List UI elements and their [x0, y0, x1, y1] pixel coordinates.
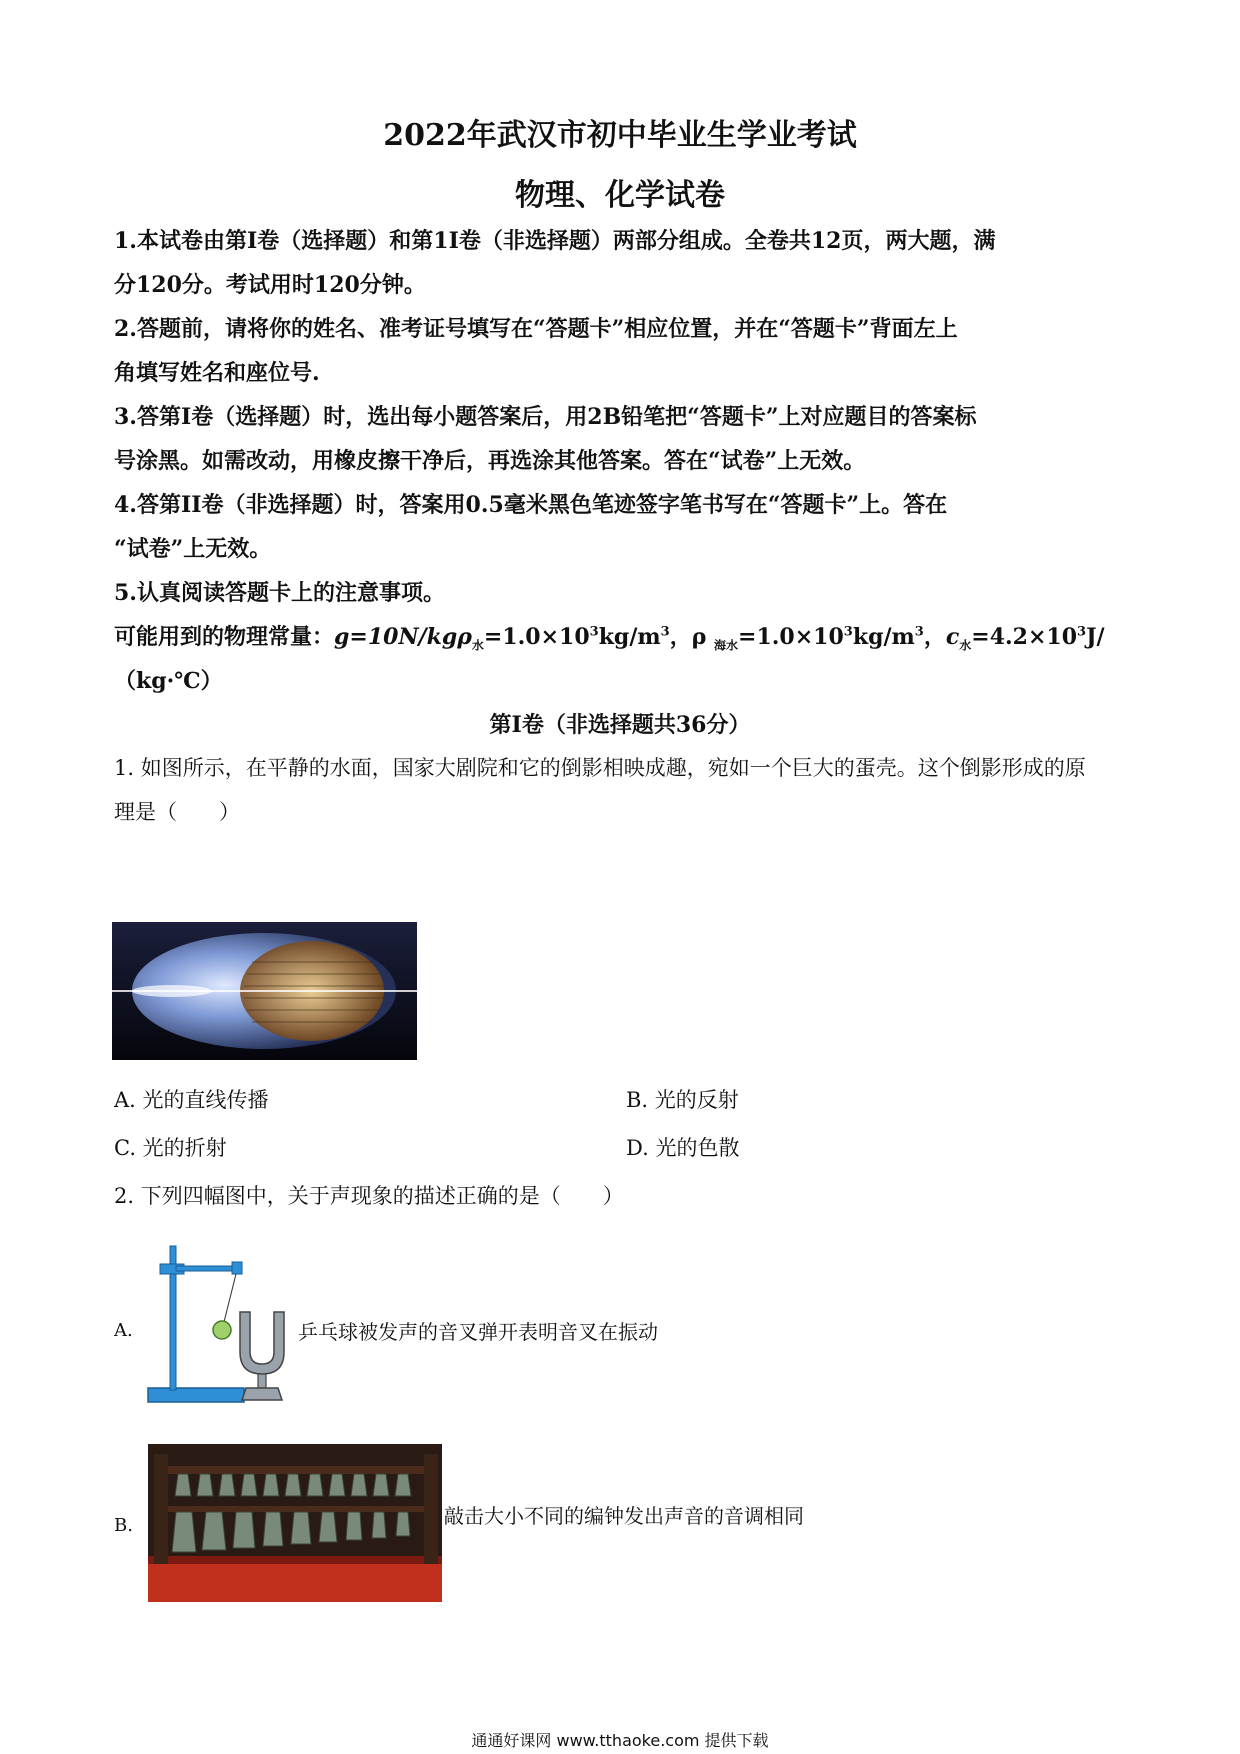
- rho-sea-subscript: 海水: [714, 638, 739, 653]
- rho-sea-value: =1.0×10: [738, 624, 844, 650]
- tuning-fork-image: [146, 1240, 296, 1410]
- question-1-stem-cont: 理是（ ）: [114, 800, 240, 824]
- instruction-line: 5.认真阅读答题卡上的注意事项。: [114, 580, 445, 606]
- exponent: 3: [1077, 624, 1087, 640]
- exam-title: 2022年武汉市初中毕业生学业考试: [383, 118, 857, 153]
- constant-g: g=10N/kg: [334, 624, 458, 650]
- section-title: 第Ⅰ卷（非选择题共36分）: [489, 712, 751, 738]
- q2-option-b-letter[interactable]: B.: [114, 1515, 133, 1536]
- exponent: 3: [843, 624, 853, 640]
- instruction-line: 2.答题前，请将你的姓名、准考证号填写在“答题卡”相应位置，并在“答题卡”背面左上: [114, 316, 958, 342]
- rho-sea-unit: kg/m: [852, 624, 915, 650]
- rho-sea-symbol: ρ: [691, 624, 714, 650]
- exponent: 3: [914, 624, 924, 640]
- chime-bells-image: [148, 1444, 442, 1602]
- instruction-line: “试卷”上无效。: [114, 536, 272, 562]
- q1-option-c[interactable]: C. 光的折射: [114, 1136, 227, 1160]
- c-unit: J/: [1086, 624, 1105, 650]
- tuning-fork-diagram: [146, 1240, 296, 1410]
- instruction-line: 号涂黑。如需改动，用橡皮擦干净后，再选涂其他答案。答在“试卷”上无效。: [114, 448, 866, 474]
- exponent: 3: [660, 624, 670, 640]
- constants-prefix: 可能用到的物理常量：: [114, 624, 335, 650]
- instruction-line: 3.答第Ⅰ卷（选择题）时，选出每小题答案后，用2B铅笔把“答题卡”上对应题目的答案标: [114, 404, 977, 430]
- exam-subtitle: 物理、化学试卷: [515, 178, 725, 213]
- instruction-line: 1.本试卷由第Ⅰ卷（选择题）和第1I卷（非选择题）两部分组成。全卷共12页，两大题，满: [114, 228, 996, 254]
- instruction-line: 角填写姓名和座位号.: [114, 360, 320, 386]
- question-2-stem: 2. 下列四幅图中，关于声现象的描述正确的是（ ）: [114, 1184, 624, 1208]
- q2-option-b-text: 敲击大小不同的编钟发出声音的音调相同: [444, 1504, 804, 1528]
- separator: ，: [669, 624, 692, 650]
- rho-symbol: ρ: [457, 624, 472, 650]
- rho-water-subscript: 水: [471, 638, 484, 653]
- chime-bells-photo: [148, 1444, 442, 1602]
- instruction-line: 分120分。考试用时120分钟。: [114, 272, 426, 298]
- grand-theatre-image: [112, 922, 417, 1060]
- physical-constants: [114, 620, 1134, 653]
- separator: ，: [923, 624, 946, 650]
- q1-option-a[interactable]: A. 光的直线传播: [114, 1088, 269, 1112]
- c-subscript: 水: [959, 638, 972, 653]
- q2-option-a-letter[interactable]: A.: [114, 1320, 133, 1341]
- exponent: 3: [589, 624, 599, 640]
- rho-water-value: =1.0×10: [483, 624, 590, 650]
- c-value: =4.2×10: [971, 624, 1078, 650]
- q1-option-d[interactable]: D. 光的色散: [626, 1136, 740, 1160]
- c-symbol: c: [945, 624, 960, 650]
- constants-line-2: （kg·℃）: [114, 668, 223, 694]
- q2-option-a-text: 乒乓球被发声的音叉弹开表明音叉在振动: [298, 1320, 658, 1344]
- page-footer: 通通好课网 www.tthaoke.com 提供下载: [471, 1731, 769, 1750]
- question-1-stem: 1. 如图所示，在平静的水面，国家大剧院和它的倒影相映成趣，宛如一个巨大的蛋壳。这个倒影形成的原: [114, 756, 1086, 780]
- q1-option-b[interactable]: B. 光的反射: [626, 1088, 739, 1112]
- instruction-line: 4.答第II卷（非选择题）时，答案用0.5毫米黑色笔迹签字笔书写在“答题卡”上。答在: [114, 492, 948, 518]
- grand-theatre-photo: [112, 922, 417, 1060]
- rho-water-unit: kg/m: [598, 624, 661, 650]
